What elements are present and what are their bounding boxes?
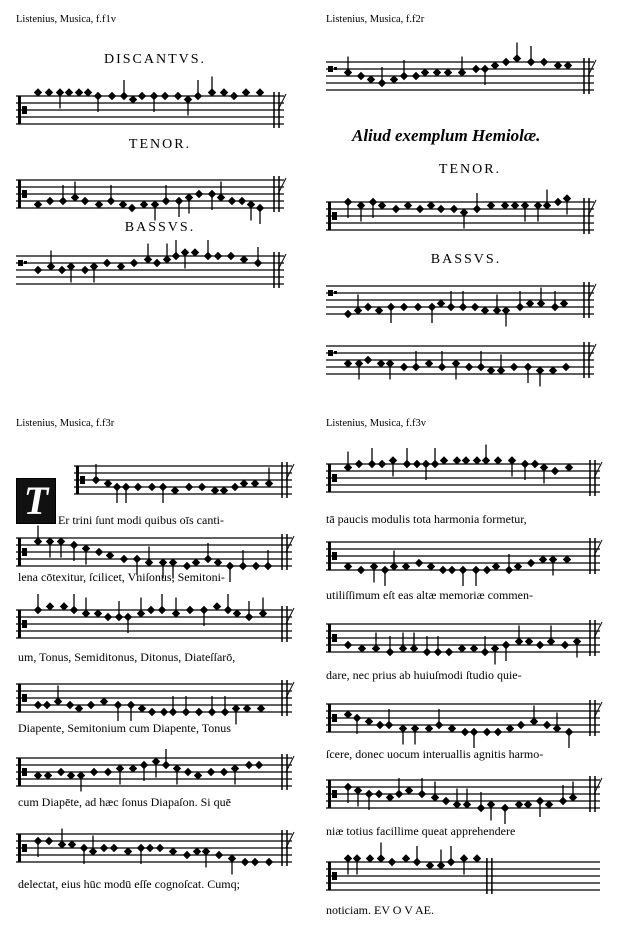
note-head	[220, 768, 228, 776]
note-head	[388, 858, 396, 866]
note-head	[43, 701, 51, 709]
note-head	[45, 837, 53, 845]
note-head	[57, 768, 65, 776]
lyric-line: um, Tonus, Semiditonus, Ditonus, Diateſſarō,	[18, 650, 236, 664]
note-head	[104, 613, 112, 621]
c-clef-notch	[22, 620, 27, 628]
note-head	[195, 708, 203, 716]
lyric-line: lena cōtexitur, ſcilicet, Vniſonus, Semitoni-	[18, 570, 225, 584]
note-head	[442, 797, 450, 805]
c-clef-notch	[332, 474, 337, 482]
note-head	[174, 92, 182, 100]
note-head	[227, 252, 235, 260]
note-head	[100, 844, 108, 852]
note-head	[357, 72, 365, 80]
note-head	[238, 197, 246, 205]
note-head	[465, 363, 473, 371]
caption-f3r: Listenius, Musica, f.f3r	[16, 418, 115, 429]
note-head	[400, 303, 408, 311]
c-clef-notch	[332, 872, 337, 880]
f-clef-icon	[18, 260, 23, 266]
note-head	[104, 768, 112, 776]
music-staff	[16, 674, 296, 724]
c-clef-notch	[22, 768, 27, 776]
lyric-line: tā paucis modulis tota harmonia formetur,	[326, 512, 527, 526]
note-head	[543, 721, 551, 729]
decorated-initial-letter: T	[23, 478, 49, 523]
note-head	[494, 728, 502, 736]
voice-label-bassus: BASSVS.	[124, 220, 196, 235]
note-head	[540, 58, 548, 66]
note-head	[448, 566, 456, 574]
lyric-line: dare, nec prius ab huiuſmodi ſtudio quie-	[326, 668, 522, 682]
note-head	[146, 844, 154, 852]
note-head	[472, 65, 480, 73]
note-head	[357, 566, 365, 574]
note-head	[108, 92, 116, 100]
note-head	[147, 606, 155, 614]
music-staff	[16, 600, 296, 650]
note-head	[34, 266, 42, 274]
c-clef-icon	[18, 610, 21, 638]
note-head	[230, 92, 238, 100]
f-clef-dot	[334, 67, 337, 70]
note-head	[415, 559, 423, 567]
music-staff	[326, 694, 604, 744]
note-head	[251, 858, 259, 866]
music-staff	[16, 246, 288, 296]
music-staff	[326, 532, 604, 582]
c-clef-icon	[328, 780, 331, 808]
c-clef-icon	[328, 542, 331, 570]
lyric-line: Diapente, Semitonium cum Diapente, Tonus	[18, 721, 231, 735]
c-clef-icon	[328, 704, 331, 732]
f-clef-dot	[334, 351, 337, 354]
note-head	[554, 198, 562, 206]
music-staff	[326, 614, 604, 664]
note-head	[231, 483, 239, 491]
note-head	[414, 303, 422, 311]
c-clef-notch	[22, 106, 27, 114]
note-head	[252, 562, 260, 570]
note-head	[215, 851, 223, 859]
note-head	[437, 205, 445, 213]
music-staff	[16, 456, 296, 506]
note-head	[531, 460, 539, 468]
note-head	[364, 356, 372, 364]
note-head	[161, 92, 169, 100]
c-clef-icon	[18, 96, 21, 124]
note-head	[34, 701, 42, 709]
note-head	[445, 648, 453, 656]
note-head	[186, 606, 194, 614]
lyric-line: Er trini ſunt modi quibus oīs canti-	[58, 513, 224, 527]
music-staff	[16, 170, 288, 220]
note-head	[228, 197, 236, 205]
note-head	[561, 641, 569, 649]
c-clef-notch	[332, 714, 337, 722]
c-clef-notch	[22, 694, 27, 702]
note-head	[160, 708, 168, 716]
music-staff	[326, 454, 604, 504]
music-staff	[326, 770, 604, 820]
c-clef-notch	[22, 548, 27, 556]
note-head	[527, 559, 535, 567]
c-clef-notch	[332, 212, 337, 220]
note-head	[551, 467, 559, 475]
note-head	[255, 761, 263, 769]
note-head	[87, 701, 95, 709]
note-head	[138, 92, 146, 100]
c-clef-icon	[328, 624, 331, 652]
note-head	[400, 363, 408, 371]
note-head	[81, 197, 89, 205]
voice-label-discantus: DISCANTVS.	[103, 52, 207, 67]
note-head	[214, 252, 222, 260]
f-clef-icon	[328, 290, 333, 296]
note-head	[439, 566, 447, 574]
c-clef-icon	[18, 538, 21, 566]
note-head	[195, 190, 203, 198]
f-clef-dot	[24, 261, 27, 264]
note-head	[95, 548, 103, 556]
note-head	[148, 483, 156, 491]
note-head	[416, 205, 424, 213]
note-head	[450, 205, 458, 213]
music-staff	[326, 852, 604, 902]
c-clef-notch	[332, 790, 337, 798]
note-head	[207, 768, 215, 776]
music-staff	[16, 748, 296, 798]
note-head	[344, 641, 352, 649]
music-staff	[326, 336, 598, 390]
note-head	[46, 197, 54, 205]
note-head	[183, 562, 191, 570]
music-staff	[326, 192, 598, 242]
note-head	[90, 768, 98, 776]
note-head	[134, 483, 142, 491]
note-head	[471, 303, 479, 311]
note-head	[265, 858, 273, 866]
note-head	[502, 58, 510, 66]
lyric-line: niæ totius facillime queat apprehendere	[326, 824, 516, 838]
note-head	[376, 721, 384, 729]
c-clef-icon	[18, 684, 21, 712]
note-head	[536, 641, 544, 649]
note-head	[66, 701, 74, 709]
c-clef-icon	[18, 834, 21, 862]
note-head	[483, 566, 491, 574]
note-head	[103, 259, 111, 267]
c-clef-icon	[328, 202, 331, 230]
note-head	[517, 721, 525, 729]
note-head	[355, 460, 363, 468]
note-head	[120, 555, 128, 563]
note-head	[81, 266, 89, 274]
note-head	[413, 460, 421, 468]
lyric-line: delectat, eius hūc modū eſſe cognoſcat. Cumq;	[18, 877, 240, 891]
note-head	[392, 205, 400, 213]
voice-label-bassus: BASSVS.	[430, 252, 502, 267]
note-head	[461, 728, 469, 736]
note-head	[184, 768, 192, 776]
note-head	[128, 204, 136, 212]
note-head	[241, 858, 249, 866]
lyric-line: ſcere, donec uocum interuallis agnitis harmo-	[326, 747, 544, 761]
music-staff	[16, 824, 296, 874]
note-head	[198, 483, 206, 491]
note-head	[364, 303, 372, 311]
lyric-line: utiliſſimum eſt eas altæ memoriæ commen-	[326, 588, 533, 602]
music-staff	[326, 52, 598, 106]
note-head	[412, 72, 420, 80]
note-head	[153, 259, 161, 267]
voice-label-tenor: TENOR.	[128, 137, 192, 152]
note-head	[183, 851, 191, 859]
example-heading: Aliud exemplum Hemiolæ.	[352, 126, 541, 145]
c-clef-icon	[18, 758, 21, 786]
f-clef-dot	[334, 291, 337, 294]
note-head	[58, 266, 66, 274]
caption-f3v: Listenius, Musica, f.f3v	[326, 418, 427, 429]
note-head	[156, 844, 164, 852]
note-head	[110, 844, 118, 852]
note-head	[510, 363, 518, 371]
lyric-line: cum Diapēte, ad hæc ſonus Diapaſon. Si quē	[18, 795, 231, 809]
c-clef-notch	[332, 634, 337, 642]
note-head	[344, 310, 352, 318]
note-head	[185, 483, 193, 491]
f-clef-icon	[328, 66, 333, 72]
c-clef-notch	[22, 844, 27, 852]
c-clef-notch	[80, 476, 85, 484]
c-clef-icon	[76, 466, 79, 494]
note-head	[130, 259, 138, 267]
c-clef-notch	[332, 552, 337, 560]
note-head	[375, 790, 383, 798]
c-clef-icon	[18, 180, 21, 208]
note-head	[148, 708, 156, 716]
note-head	[562, 363, 570, 371]
music-staff	[16, 86, 288, 136]
c-clef-icon	[328, 862, 331, 890]
note-head	[245, 761, 253, 769]
voice-label-tenor: TENOR.	[438, 162, 502, 177]
lyric-line: noticiam. EV O V AE.	[326, 903, 434, 917]
f-clef-icon	[328, 350, 333, 356]
note-head	[483, 728, 491, 736]
caption-f1v: Listenius, Musica, f.f1v	[16, 14, 117, 25]
music-staff	[326, 276, 598, 326]
note-head	[378, 460, 386, 468]
c-clef-icon	[328, 464, 331, 492]
c-clef-notch	[22, 190, 27, 198]
caption-f2r: Listenius, Musica, f.f2r	[326, 14, 425, 25]
